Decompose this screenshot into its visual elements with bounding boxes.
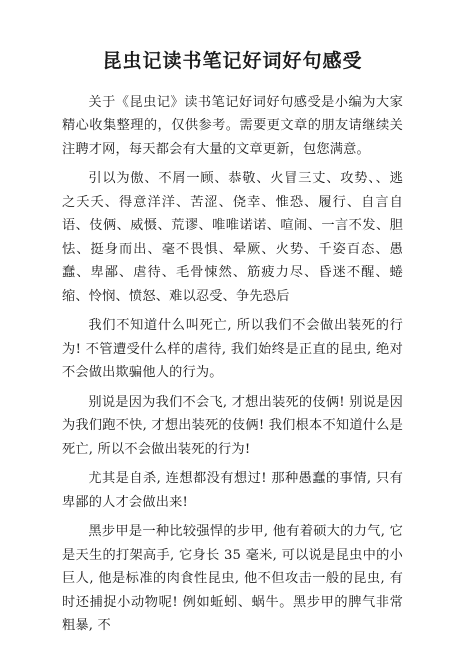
paragraph-quote-1: 我们不知道什么叫死亡, 所以我们不会做出装死的行为! 不管遭受什么样的虐待, 我们始终是正直的昆虫, 绝对不会做出欺骗他人的行为。 bbox=[62, 318, 403, 381]
paragraph-quote-3: 尤其是自杀, 连想都没有想过! 那种愚蠢的事情, 只有卑鄙的人才会做出来! bbox=[62, 471, 403, 510]
document-title: 昆虫记读书笔记好词好句感受 bbox=[102, 50, 363, 72]
paragraph-quote-2: 别说是因为我们不会飞, 才想出装死的伎俩! 别说是因为我们跑不快, 才想出装死的伎俩! 我们根本不知道什么是死亡, 所以不会做出装死的行为! bbox=[62, 394, 403, 457]
paragraph-black-beetle: 黑步甲是一种比较强悍的步甲, 他有着硕大的力气, 它是天生的打架高手, 它身长 35 毫米, 可以说是昆虫中的小巨人, 他是标准的肉食性昆虫, 他不但攻击一般的昆虫, 有时还捕捉小动物呢! 例如蚯蚓、蜗牛。黑步甲的脾气非常粗暴, 不 bbox=[62, 524, 403, 634]
paragraph-vocabulary: 引以为傲、不屑一顾、恭敬、火冒三丈、攻势、、逃之夭夭、得意洋洋、苦涩、侥幸、惟恐、履行、自言自语、伎俩、威慑、荒谬、唯唯诺诺、喧闹、一言不发、胆怯、挺身而出、毫不畏惧、晕厥、火势、千姿百态、愚蠢、卑鄙、虐待、毛骨悚然、筋疲力尽、昏迷不醒、蜷缩、怜悯、愤怒、难以忍受、争先恐后 bbox=[62, 171, 403, 304]
paragraph-intro: 关于《昆虫记》读书笔记好词好句感受是小编为大家精心收集整理的，仅供参考。需要更文章的朋友请继续关注聘才网，每天都会有大量的文章更新，包您满意。 bbox=[62, 94, 403, 157]
